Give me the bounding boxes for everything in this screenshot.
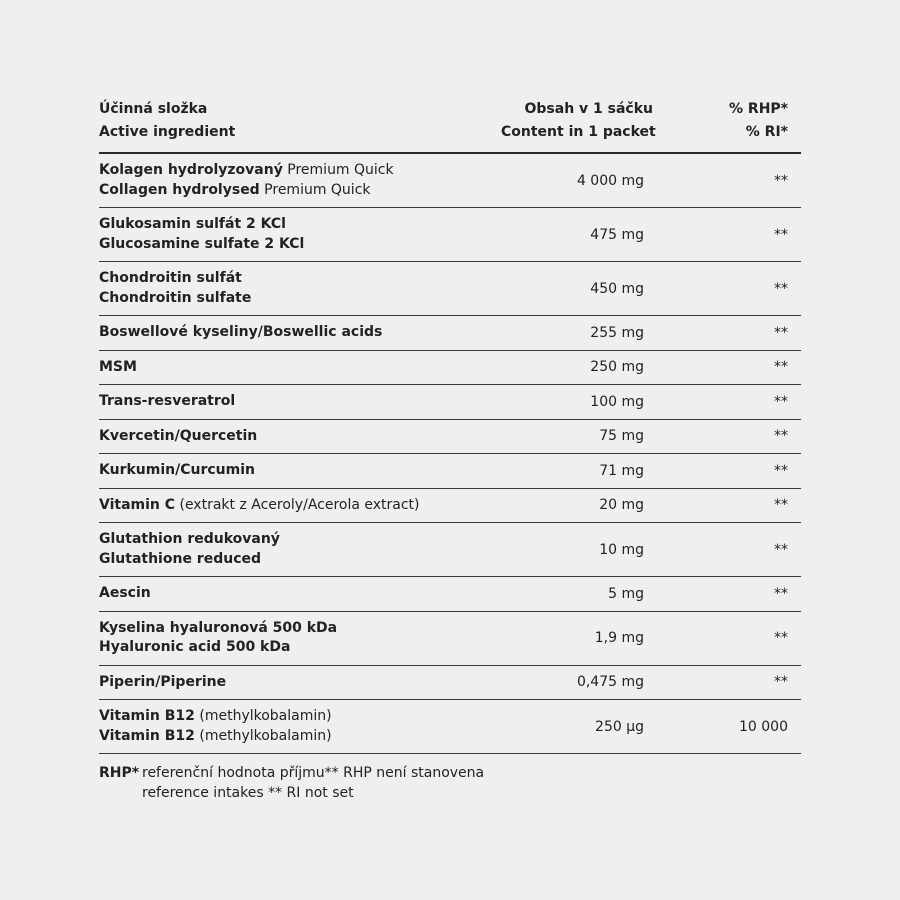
ri-cell: ** [774,428,788,445]
header-ri-cz: % RHP* [729,101,788,117]
amount-cell: 450 mg [590,280,644,297]
ingredient-name-en: Chondroitin sulfate [99,289,252,306]
ingredient-name-en: Collagen hydrolysed [99,181,260,198]
ri-cell: ** [774,497,788,514]
table-row [99,700,801,754]
ingredient-cell [99,358,501,378]
amount-cell: 71 mg [599,462,644,479]
amount-cell: 75 mg [599,428,644,445]
ingredient-name: Trans-resveratrol [99,393,236,409]
header-ri-en: % RI* [745,124,788,140]
ingredient-cell [99,215,501,254]
ingredient-name: Piperin/Piperine [99,673,227,690]
ingredient-name-en: Glucosamine sulfate 2 KCl [99,235,305,252]
footnote-line-cz: referenční hodnota příjmu** RHP není stanovena [142,765,485,781]
ingredient-cell [99,496,501,516]
ingredient-cell [99,392,501,412]
table-row [99,154,801,208]
footnote-text [142,763,801,803]
ingredient-cell [99,161,501,200]
ingredient-name: Kyselina hyaluronová 500 kDa [99,619,338,636]
header-ri [661,98,801,152]
ingredient-cell [99,427,501,447]
ingredient-name: Vitamin B12 [99,708,195,724]
ingredient-name: Chondroitin sulfát [99,270,242,286]
ingredient-cell [99,673,501,693]
ingredient-name: Kurkumin/Curcumin [99,462,255,478]
ingredient-detail-en: (methylkobalamin) [194,727,332,744]
ri-cell: ** [774,359,788,376]
table-row [99,385,801,420]
ingredient-name: Boswellové kyseliny/Boswellic acids [99,324,383,340]
table-row [99,316,801,351]
header-ingredient [99,98,501,152]
ingredient-detail-en: Premium Quick [259,181,371,198]
ingredient-name: Aescin [99,585,151,601]
ri-cell: ** [774,324,788,341]
table-header [99,98,801,154]
ingredient-cell [99,323,501,343]
ri-cell: ** [774,541,788,558]
table-row [99,420,801,455]
ingredient-name: Glutathion redukovaný [99,531,280,547]
ingredient-name: MSM [99,358,137,375]
ingredient-name-en: Vitamin B12 [99,727,195,744]
table-row [99,454,801,489]
table-row [99,208,801,262]
footnote-line-en: reference intakes ** RI not set [142,785,354,801]
ingredient-name: Glukosamin sulfát 2 KCl [99,216,286,232]
ingredient-name-en: Glutathione reduced [99,550,262,567]
table-row [99,577,801,612]
ri-cell: ** [774,226,788,243]
amount-cell: 5 mg [608,585,644,602]
ri-cell: ** [774,280,788,297]
footnote-key: RHP* [99,765,140,781]
amount-cell: 475 mg [590,226,644,243]
ri-cell: ** [774,674,788,691]
table-row [99,612,801,666]
ingredient-name: Kvercetin/Quercetin [99,427,258,444]
amount-cell: 250 µg [595,718,644,735]
header-content-en: Content in 1 packet [501,124,656,140]
table-body [99,154,801,754]
amount-cell: 20 mg [599,497,644,514]
amount-cell: 0,475 mg [576,674,644,691]
ri-cell: ** [774,630,788,646]
header-content [501,98,661,152]
ingredient-detail: (methylkobalamin) [194,708,332,724]
ingredient-cell [99,461,501,481]
ri-cell: ** [774,585,788,602]
table-row [99,489,801,524]
ingredient-cell [99,269,501,308]
amount-cell: 4 000 mg [576,172,644,189]
ri-cell: ** [774,393,788,410]
ingredient-name: Kolagen hydrolyzovaný [99,162,283,178]
amount-cell: 100 mg [590,393,644,410]
ri-cell: 10 000 [739,718,788,735]
table-row [99,262,801,316]
table-row [99,523,801,577]
ri-cell: ** [774,172,788,189]
footnote [99,763,801,803]
table-row [99,351,801,386]
ingredient-detail: (extrakt z Aceroly/Acerola extract) [175,496,420,513]
ingredient-cell [99,707,501,746]
table-row [99,666,801,701]
amount-cell: 10 mg [599,541,644,558]
ingredient-cell [99,584,501,604]
ingredient-name: Vitamin C [99,496,176,513]
header-ingredient-en: Active ingredient [99,124,236,140]
amount-cell: 1,9 mg [594,630,644,646]
header-ingredient-cz: Účinná složka [99,101,208,117]
amount-cell: 255 mg [590,324,644,341]
ingredient-name-en: Hyaluronic acid 500 kDa [99,639,291,655]
ri-cell: ** [774,462,788,479]
nutrition-table [99,98,801,803]
ingredient-cell [99,530,501,569]
header-content-cz: Obsah v 1 sáčku [524,101,653,117]
ingredient-cell [99,619,501,658]
ingredient-detail: Premium Quick [282,162,394,178]
amount-cell: 250 mg [590,359,644,376]
